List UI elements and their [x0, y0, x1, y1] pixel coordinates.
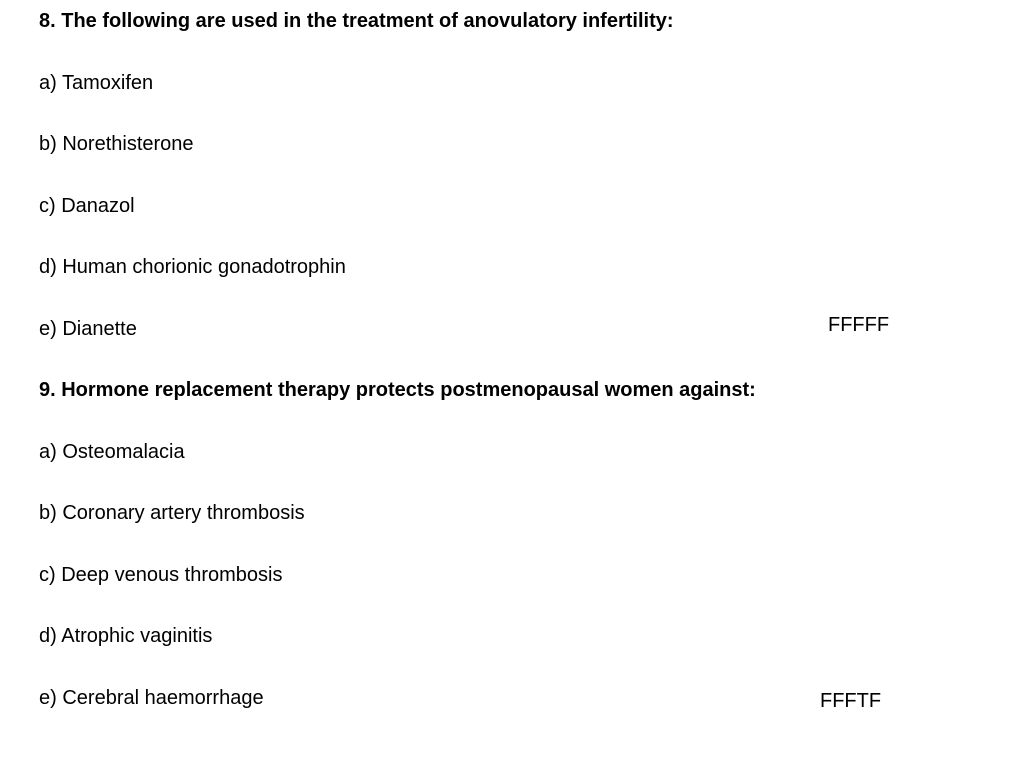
question-9-answer: FFFTF	[820, 690, 882, 712]
question-8-option-a: a) Tamoxifen	[39, 72, 154, 94]
question-8-title: 8. The following are used in the treatment of anovulatory infertility:	[39, 10, 674, 32]
question-8-option-c: c) Danazol	[39, 195, 135, 217]
question-8-option-d: d) Human chorionic gonadotrophin	[39, 256, 346, 278]
question-9-option-c: c) Deep venous thrombosis	[39, 564, 283, 586]
question-9-option-a: a) Osteomalacia	[39, 441, 185, 463]
question-8-option-e: e) Dianette	[39, 318, 137, 340]
question-9-option-b: b) Coronary artery thrombosis	[39, 502, 305, 524]
question-9-option-e: e) Cerebral haemorrhage	[39, 687, 264, 709]
question-9-title: 9. Hormone replacement therapy protects postmenopausal women against:	[39, 379, 756, 401]
question-8-answer: FFFFF	[828, 314, 890, 336]
question-9-option-d: d) Atrophic vaginitis	[39, 625, 213, 647]
question-8-option-b: b) Norethisterone	[39, 133, 194, 155]
